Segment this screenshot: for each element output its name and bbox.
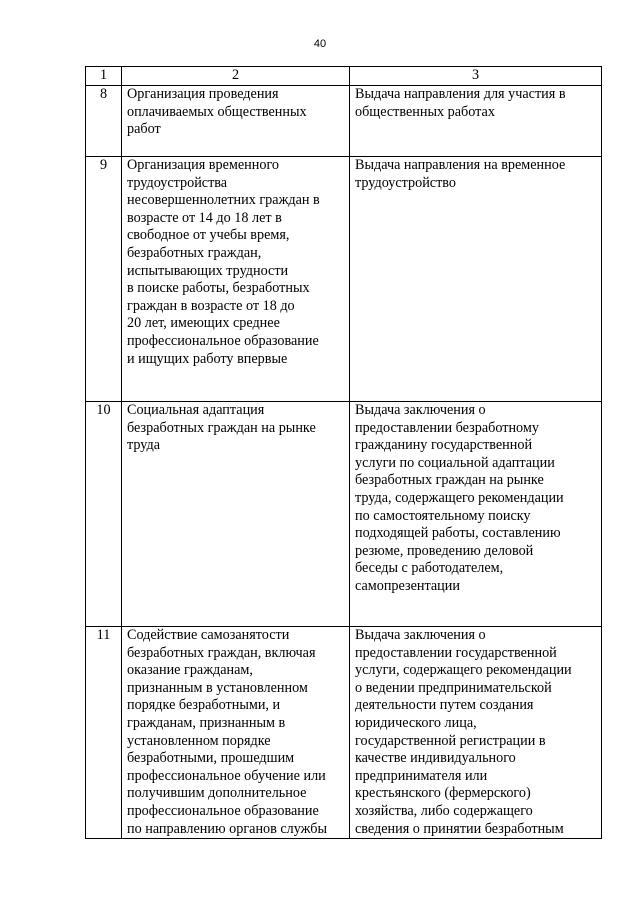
header-col-1: 1 xyxy=(86,67,122,86)
table-header-row xyxy=(86,67,602,86)
header-col-2: 2 xyxy=(122,67,350,86)
service-result: Выдача направления для участия в общественных работах xyxy=(350,86,602,157)
table-row xyxy=(86,627,602,839)
table-row xyxy=(86,157,602,402)
service-name: Социальная адаптация безработных граждан на рынке труда xyxy=(122,402,350,627)
service-result: Выдача направления на временное трудоустройство xyxy=(350,157,602,402)
table-row xyxy=(86,86,602,157)
service-result: Выдача заключения о предоставлении безработному гражданину государственной услуги по социальной адаптации безработных граждан на рынке труда, содержащего рекомендации по самостоятельному поиску подходящей работы, составлению резюме, проведению деловой беседы с работодателем, самопрезентации xyxy=(350,402,602,627)
row-number: 11 xyxy=(86,627,122,839)
row-number: 8 xyxy=(86,86,122,157)
page-number: 40 xyxy=(313,38,327,50)
services-table xyxy=(85,66,602,839)
service-name: Организация проведения оплачиваемых общественных работ xyxy=(122,86,350,157)
service-name: Содействие самозанятости безработных граждан, включая оказание гражданам, признанным в установленном порядке безработными, и гражданам, признанным в установленном порядке безработными, прошедшим профессиональное обучение или получившим дополнительное профессиональное образование по направлению органов службы xyxy=(122,627,350,839)
row-number: 10 xyxy=(86,402,122,627)
table-row xyxy=(86,402,602,627)
service-name: Организация временного трудоустройства несовершеннолетних граждан в возрасте от 14 до 18 лет в свободное от учебы время, безработных граждан, испытывающих трудности в поиске работы, безработных граждан в возрасте от 18 до 20 лет, имеющих среднее профессиональное образование и ищущих работу впервые xyxy=(122,157,350,402)
header-col-3: 3 xyxy=(350,67,602,86)
row-number: 9 xyxy=(86,157,122,402)
service-result: Выдача заключения о предоставлении государственной услуги, содержащего рекомендации о ведении предпринимательской деятельности путем создания юридического лица, государственной регистрации в качестве индивидуального предпринимателя или крестьянского (фермерского) хозяйства, либо содержащего сведения о принятии безработным xyxy=(350,627,602,839)
